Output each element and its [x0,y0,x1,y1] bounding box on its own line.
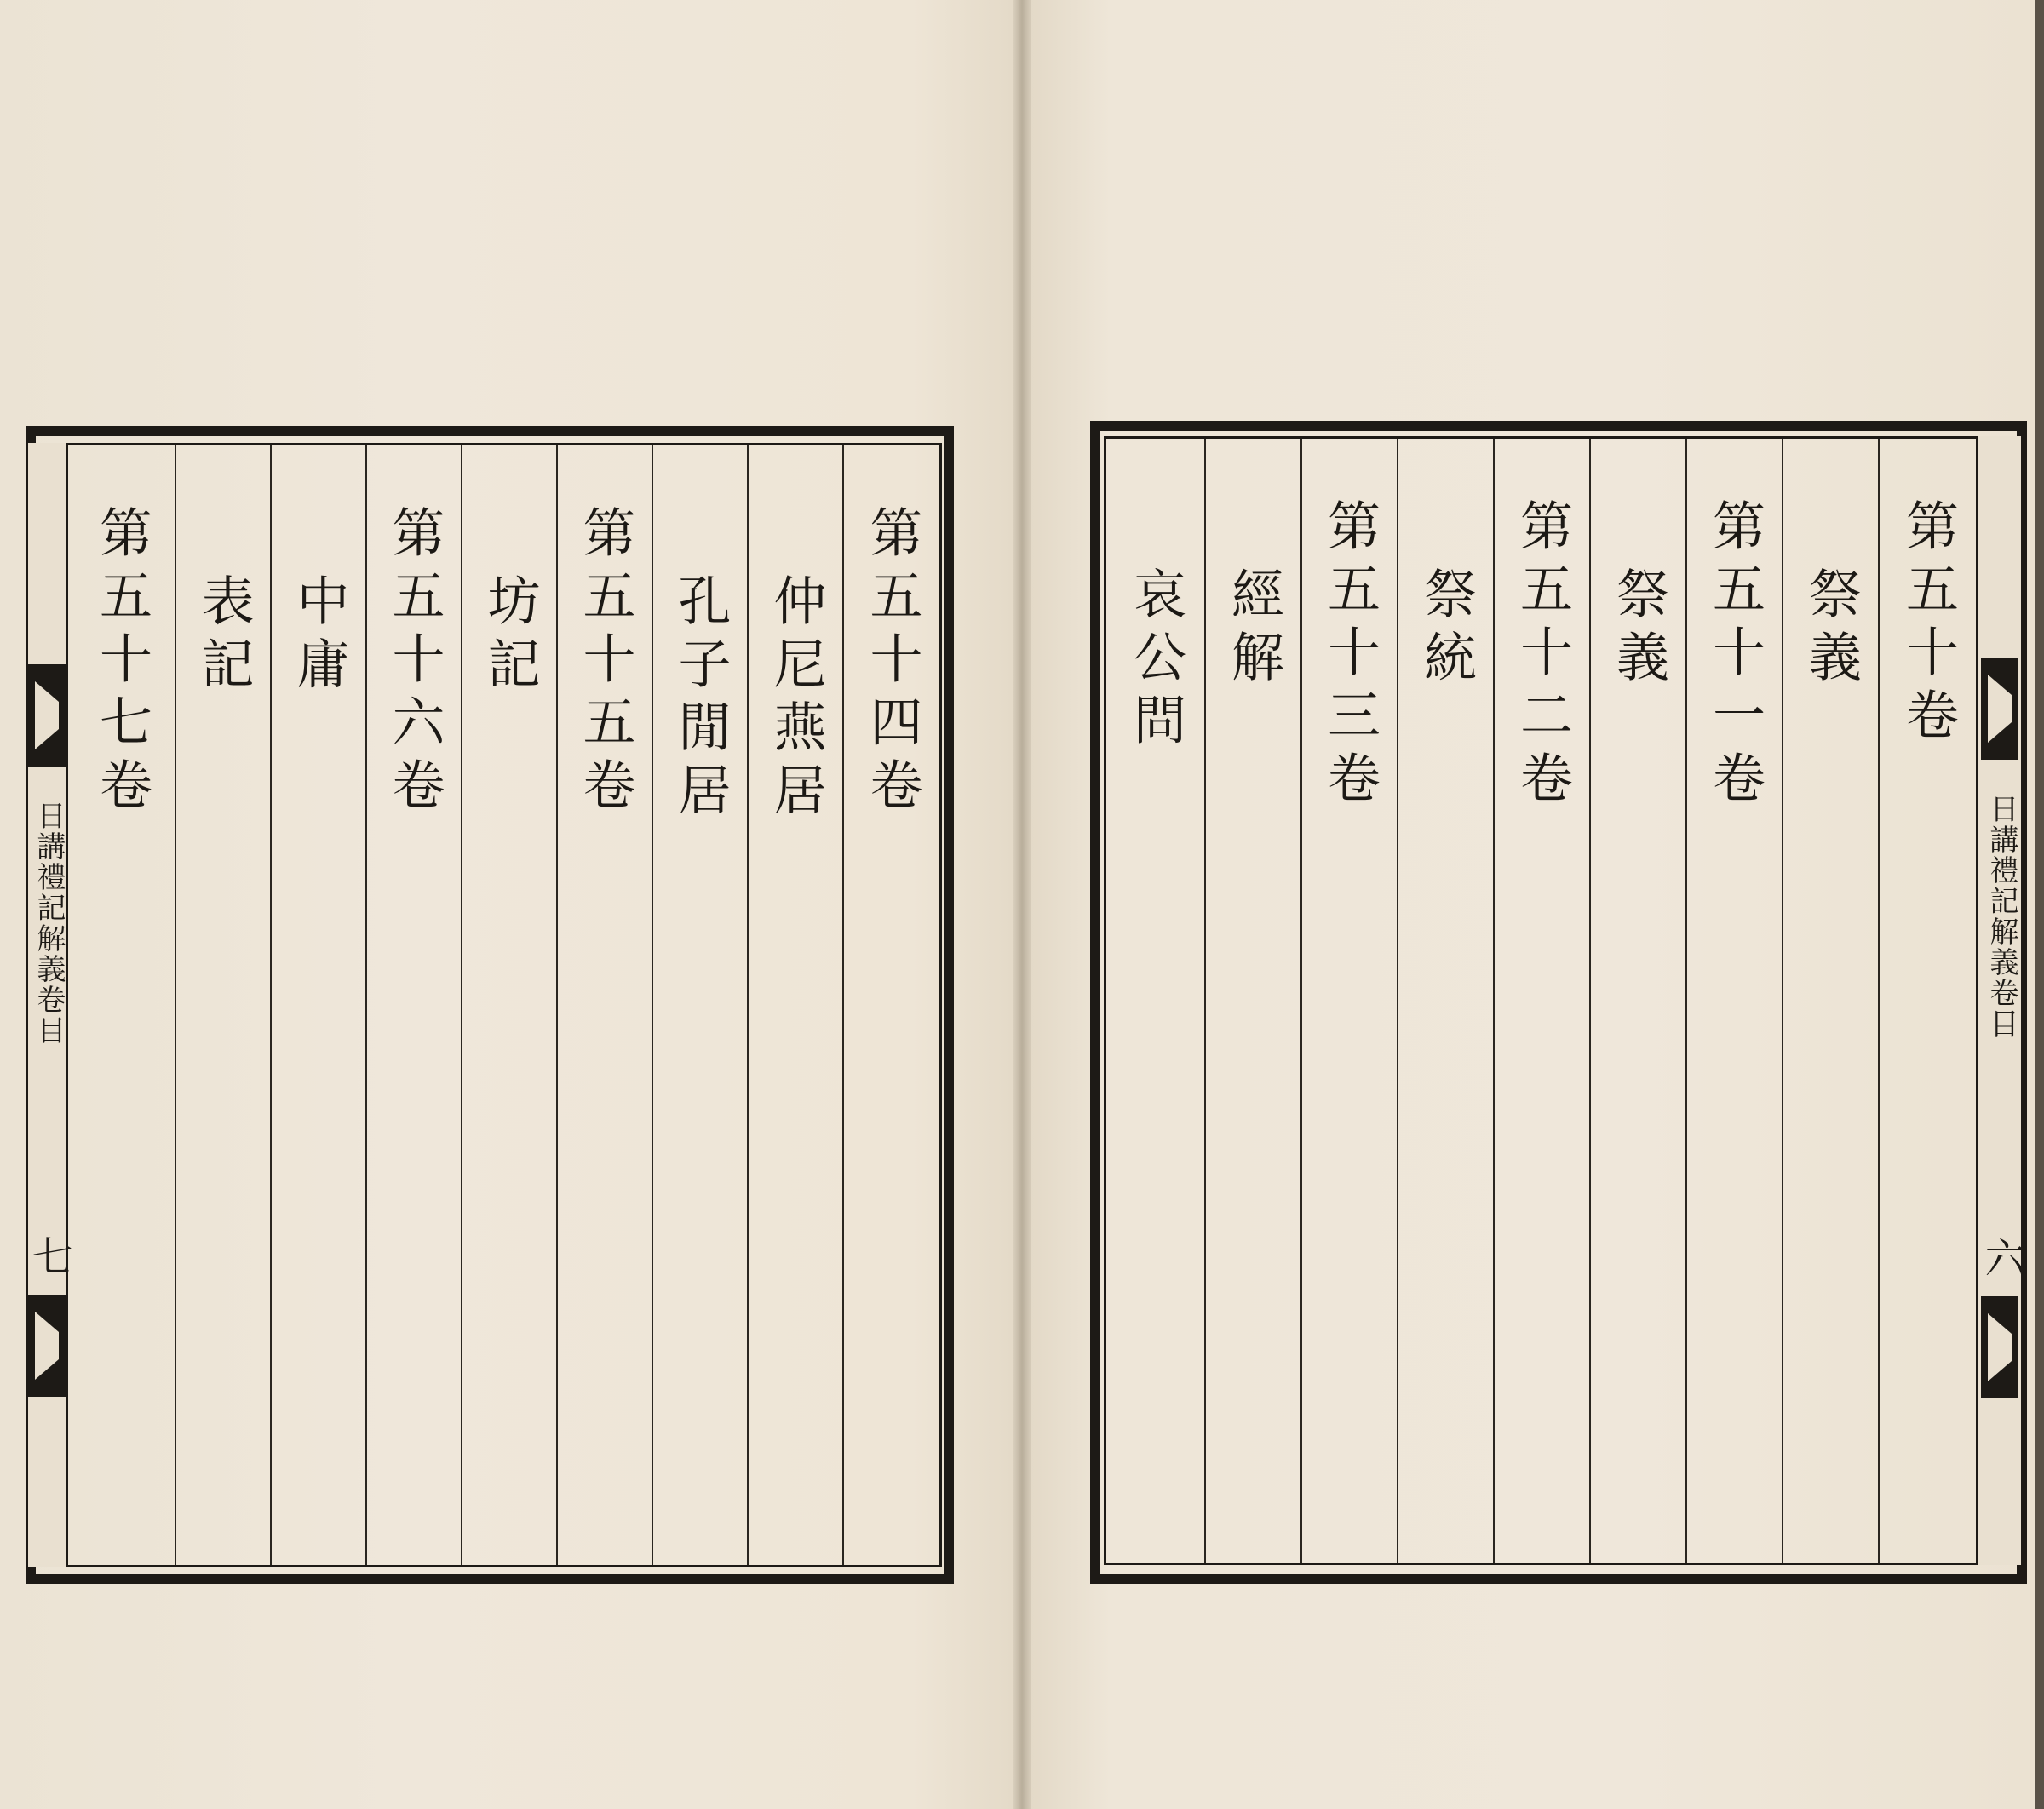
column-text: 第五十卷 [1897,498,1960,750]
column [1398,439,1495,1563]
column-text: 祭統 [1415,566,1478,692]
column [1302,439,1398,1563]
column [558,445,653,1565]
right-banxin-title: 日講禮記解義卷目 [1984,794,2018,1039]
column [653,445,749,1565]
book-gutter [1013,0,1031,1809]
column-text: 第五十二卷 [1511,498,1574,813]
column [1106,439,1206,1563]
column-text: 第五十七卷 [90,505,153,820]
column [1687,439,1783,1563]
column [462,445,558,1565]
left-banxin-title: 日講禮記解義卷目 [32,801,66,1046]
column [1783,439,1880,1563]
column [1591,439,1687,1563]
right-columns [1106,439,1976,1563]
left-banxin [25,443,72,1567]
column [844,445,939,1565]
column [1495,439,1591,1563]
column [367,445,462,1565]
column-text: 第五十一卷 [1703,498,1766,813]
right-page-number: 六 [1978,1237,2025,1278]
fishtail-mark [1981,1296,2018,1398]
fishtail-mark [28,1295,66,1397]
column [68,445,176,1565]
fishtail-mark [1981,658,2018,760]
column-text: 經解 [1222,566,1285,692]
column-text: 第五十三卷 [1318,498,1381,813]
column-text: 祭義 [1800,566,1863,692]
left-page-number: 七 [25,1235,72,1276]
column-text: 哀公問 [1124,566,1187,755]
column-text: 孔子閒居 [669,573,732,825]
column-text: 表記 [192,573,255,699]
column-text: 第五十五卷 [574,505,636,820]
column-text: 中庸 [288,573,350,699]
column-text: 祭義 [1607,566,1670,692]
column [272,445,367,1565]
column-text: 仲尼燕居 [765,573,827,825]
fishtail-mark [28,664,66,767]
column-text: 坊記 [479,573,541,699]
column [1880,439,1976,1563]
right-banxin [1976,436,2024,1565]
left-columns [68,445,939,1565]
column [1206,439,1302,1563]
column [176,445,272,1565]
column-text: 第五十四卷 [861,505,923,820]
column [749,445,844,1565]
page-edge [2035,0,2044,1809]
column-text: 第五十六卷 [383,505,445,820]
